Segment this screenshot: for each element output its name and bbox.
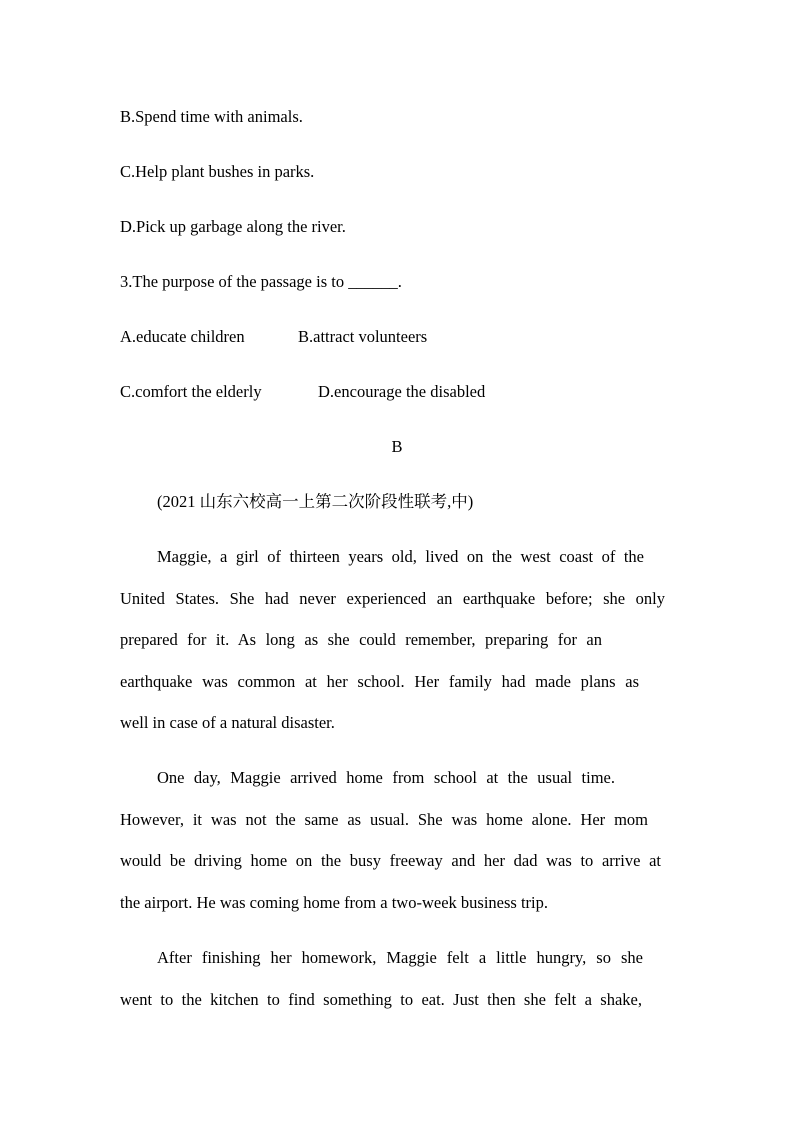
paragraph-1-line: Maggie, a girl of thirteen years old, lived on the west coast of the	[157, 547, 644, 566]
question-3-option-c: C.comfort the elderly	[120, 382, 262, 401]
question-3-option-a: A.educate children	[120, 327, 245, 346]
question-2-option-b: B.Spend time with animals.	[120, 107, 303, 126]
question-2-option-c: C.Help plant bushes in parks.	[120, 162, 315, 181]
question-3-option-d: D.encourage the disabled	[318, 382, 486, 401]
paragraph-3-line: After finishing her homework, Maggie felt a little hungry, so she	[157, 948, 643, 967]
paragraph-2-line: One day, Maggie arrived home from school at the usual time.	[157, 768, 615, 787]
question-2-option-d: D.Pick up garbage along the river.	[120, 217, 346, 236]
paragraph-2-line: However, it was not the same as usual. She was home alone. Her mom	[120, 810, 648, 829]
paragraph-1-line: United States. She had never experienced an earthquake before; she only	[120, 589, 665, 608]
paragraph-1-line: earthquake was common at her school. Her family had made plans as	[120, 672, 639, 691]
section-heading: B	[391, 437, 403, 456]
paragraph-2-line: the airport. He was coming home from a two-week business trip.	[120, 893, 548, 912]
paragraph-1-line: prepared for it. As long as she could remember, preparing for an	[120, 630, 602, 649]
paragraph-3-line: went to the kitchen to find something to eat. Just then she felt a shake,	[120, 990, 642, 1009]
question-3-stem: 3.The purpose of the passage is to ______.	[120, 272, 402, 291]
paragraph-1-line: well in case of a natural disaster.	[120, 713, 335, 732]
question-3-option-b: B.attract volunteers	[298, 327, 428, 346]
paragraph-2-line: would be driving home on the busy freeway and her dad was to arrive at	[120, 851, 661, 870]
source-note: (2021 山东六校高一上第二次阶段性联考,中)	[157, 492, 474, 511]
